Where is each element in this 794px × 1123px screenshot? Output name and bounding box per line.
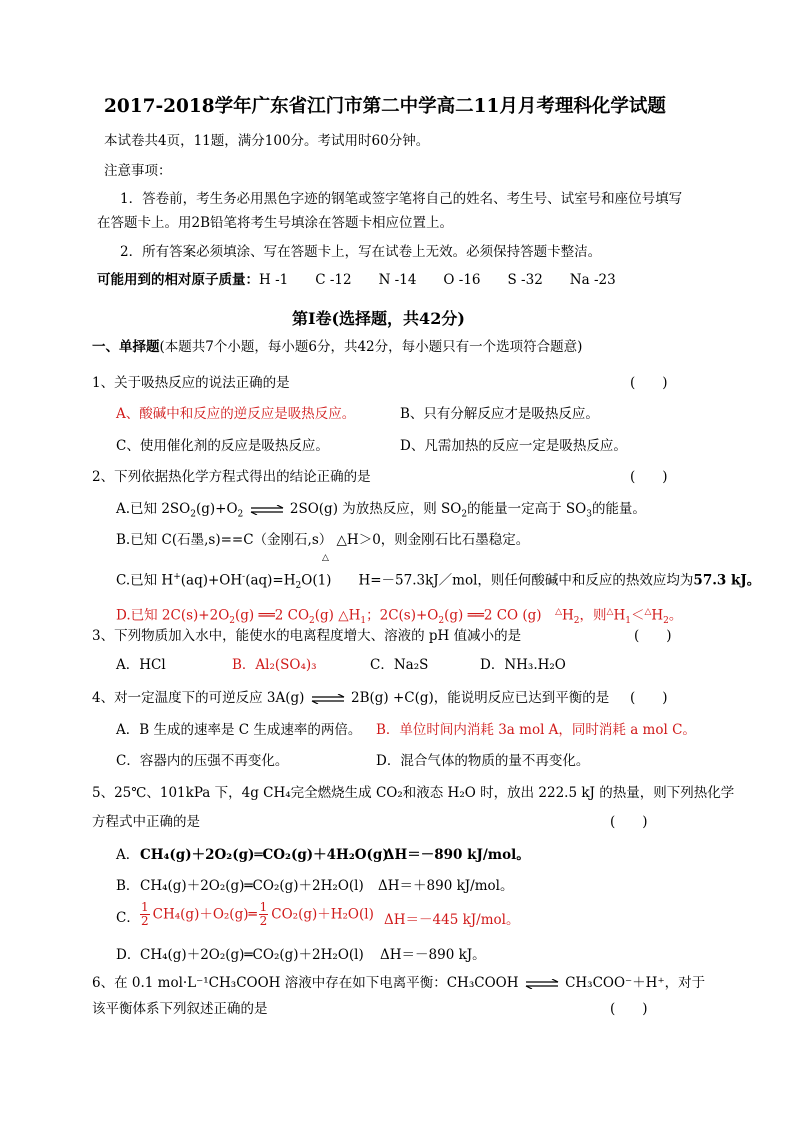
question-5-option-d-label: D．	[116, 947, 141, 963]
atomic-masses	[97, 271, 616, 289]
question-4-option-a: A．B 生成的速率是 C 生成速率的两倍。	[116, 722, 362, 738]
answer-blank-4: ( )	[630, 690, 668, 706]
fraction-half	[259, 901, 269, 928]
answer-blank-2: ( )	[630, 469, 668, 485]
question-3-option-a: A．HCl	[116, 657, 166, 673]
question-1-stem: 1、关于吸热反应的说法正确的是	[92, 375, 290, 391]
q2d-text-1: D.已知 2C(s)+2O	[116, 607, 230, 624]
q2a-text-1: A.已知 2SO	[116, 501, 191, 517]
frac-den: 2	[259, 914, 268, 928]
page-title: 2017-2018学年广东省江门市第二中学高二11月月考理科化学试题	[104, 96, 666, 117]
fraction-half	[140, 901, 150, 928]
q2a-text-6: 的能量。	[591, 501, 646, 517]
q2c-text-3: (aq)=H	[245, 572, 296, 589]
part-heading-rest: (本题共7个小题，每小题6分，共42分，每小题只有一个选项符合题意)	[159, 339, 583, 355]
q5c-eq-2: CO₂(g)＋H₂O(l)	[271, 906, 374, 923]
delta-icon: △	[322, 553, 329, 563]
answer-blank-6: ( )	[610, 1001, 648, 1017]
question-1-option-c: C、使用催化剂的反应是吸热反应。	[116, 438, 329, 454]
notice-item-1a: 1．答卷前，考生务必用黑色字迹的钢笔或签字笔将自己的姓名、考生号、试室号和座位号填写	[120, 191, 683, 207]
equilibrium-arrow-icon	[250, 505, 284, 515]
q2d-text-10: H	[651, 607, 664, 624]
question-5-option-a-label: A．	[116, 847, 140, 863]
answer-blank-3: ( )	[634, 628, 672, 644]
question-5-option-b-dh: ΔH＝＋890 kJ/mol。	[378, 878, 514, 894]
question-5-option-d-eq: CH₄(g)＋2O₂(g)═CO₂(g)＋2H₂O(l)	[140, 947, 364, 963]
q6-stem-1: 6、在 0.1 mol·L⁻¹CH₃COOH 溶液中存在如下电离平衡：CH₃COOH	[92, 975, 519, 991]
frac-den: 2	[141, 914, 149, 928]
question-5-option-b-eq: CH₄(g)＋2O₂(g)═CO₂(g)＋2H₂O(l)	[140, 878, 364, 894]
question-4-stem	[92, 689, 609, 707]
q2d-text-4: ；2C(s)+O	[366, 607, 439, 624]
q2a-text-4: (g) 为放热反应，则 SO	[318, 501, 462, 517]
part-heading	[92, 338, 582, 356]
q2c-text-5: 57.3 kJ。	[693, 572, 761, 589]
question-2-stem: 2、下列依据热化学方程式得出的结论正确的是	[92, 469, 371, 485]
notice-heading: 注意事项：	[104, 163, 172, 179]
exam-intro: 本试卷共4页，11题，满分100分。考试用时60分钟。	[104, 133, 430, 149]
equilibrium-arrow-icon	[311, 694, 345, 704]
question-5-option-b-label: B．	[116, 878, 140, 894]
question-5-stem-b: 方程式中正确的是	[92, 814, 200, 830]
q2d-text-9: ＜	[630, 607, 645, 624]
question-4-option-d: D．混合气体的物质的量不再变化。	[376, 753, 590, 769]
q6-stem-2: CH₃COO⁻＋H⁺，对于	[565, 975, 706, 991]
question-1-option-a: A、酸碱中和反应的逆反应是吸热反应。	[116, 406, 356, 422]
question-3-stem: 3、下列物质加入水中，能使水的电离程度增大、溶液的 pH 值减小的是	[92, 628, 522, 644]
q2a-text-2: (g)+O	[195, 501, 238, 517]
q2d-text-2: (g) ══2 CO	[235, 607, 310, 624]
q2c-text-2: (aq)+OH	[180, 572, 243, 589]
question-3-option-d: D．NH₃.H₂O	[480, 657, 566, 673]
section-title: 第Ⅰ卷(选择题，共42分)	[292, 309, 465, 328]
q2d-text-11: 。	[668, 607, 683, 624]
question-6-stem-a	[92, 974, 705, 992]
question-5-option-a-eq: CH₄(g)＋2O₂(g)═CO₂(g)＋4H₂O(g)	[140, 847, 389, 863]
question-5-option-c-label: C．	[116, 910, 140, 926]
question-5-option-a-dh: ΔH＝－890 kJ/mol。	[384, 847, 530, 863]
question-2-option-c: C.已知 $H^+(aq)+OH^-(aq)=H_2O(1)$ H=－57.3kJ／mol，则任何酸碱中和反应的热效应均为57.3 kJ。	[116, 572, 761, 592]
question-2-option-a: A.已知 $2SO_2(g)+O_2$ 2SO(g) 为放热反应，则 $SO_2$的能量一定高于 $SO_3$的能量。	[116, 501, 646, 520]
q2d-text-5: (g) ══2 CO (g)	[444, 607, 556, 624]
question-2-option-b: B.已知 C(石墨,s)==C（金刚石,s） △H＞0，则金刚石比石墨稳定。	[116, 532, 530, 548]
question-5-option-c-eq	[140, 901, 374, 928]
q5c-eq-1: CH₄(g)＋O₂(g)═	[152, 906, 257, 923]
question-3-option-c: C．Na₂S	[370, 657, 429, 673]
atomic-masses-values: H -1 C -12 N -14 O -16 S -32 Na -23	[259, 272, 616, 288]
answer-blank-1: ( )	[630, 375, 668, 391]
q4-stem-2: 2B(g) +C(g)，能说明反应已达到平衡的是	[351, 690, 610, 706]
q2a-text-5: 的能量一定高于 SO	[467, 501, 587, 517]
frac-num: 1	[141, 900, 149, 914]
notice-item-1b: 在答题卡上。用2B铅笔将考生号填涂在答题卡相应位置上。	[97, 215, 454, 231]
q2d-text-3: (g) △H	[314, 607, 361, 624]
question-1-option-d: D、凡需加热的反应一定是吸热反应。	[400, 438, 627, 454]
q4-stem-1: 4、对一定温度下的可逆反应 3A(g)	[92, 690, 305, 706]
question-5-option-c-dh: ΔH＝－445 kJ/mol。	[384, 912, 520, 928]
q2a-text-3: 2SO	[289, 501, 319, 517]
question-3-option-b: B．Al₂(SO₄)₃	[232, 657, 317, 673]
q2d-text-8: H	[613, 607, 626, 624]
question-5-option-d-dh: ΔH＝－890 kJ。	[380, 947, 486, 963]
notice-item-2: 2．所有答案必须填涂、写在答题卡上，写在试卷上无效。必须保持答题卡整洁。	[120, 244, 602, 260]
equilibrium-arrow-icon	[525, 979, 559, 989]
question-2-option-d: D.已知 $2C(s)+2O_2(g)$ ══2 $CO_2(g)$ $\triangle H_1$；$2C(s)+O_2(g)$ ══2 CO (g) $^\triangle H_2$，则$^\triangle H_1<^\triangle H_2$。	[116, 607, 683, 627]
question-6-stem-b: 该平衡体系下列叙述正确的是	[92, 1001, 268, 1017]
q2d-text-6: H	[562, 607, 574, 624]
question-1-option-b: B、只有分解反应才是吸热反应。	[400, 406, 599, 422]
question-5-stem-a: 5、25℃、101kPa 下，4g CH₄完全燃烧生成 CO₂和液态 H₂O 时，放出 222.5 kJ 的热量，则下列热化学	[92, 785, 735, 801]
part-heading-label: 一、单择题	[92, 339, 160, 355]
question-4-option-c: C．容器内的压强不再变化。	[116, 753, 289, 769]
question-4-option-b: B．单位时间内消耗 3a mol A，同时消耗 a mol C。	[376, 722, 696, 738]
frac-num: 1	[259, 900, 268, 914]
q2c-text-1: C.已知 H	[116, 572, 174, 589]
q2d-text-7: ，则	[579, 607, 607, 624]
q2c-text-4: O(1) H=－57.3kJ／mol，则任何酸碱中和反应的热效应均为	[301, 572, 694, 589]
answer-blank-5: ( )	[610, 814, 648, 830]
atomic-masses-label: 可能用到的相对原子质量：	[97, 272, 259, 288]
